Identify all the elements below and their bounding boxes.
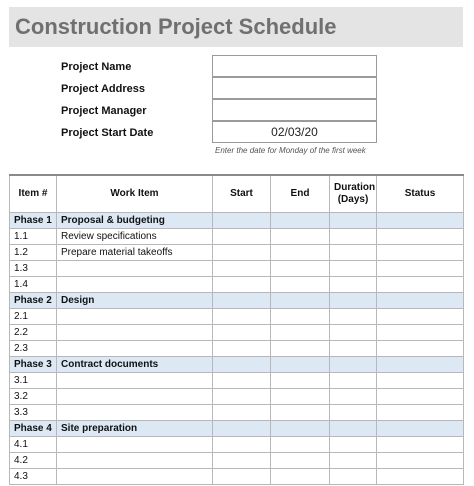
duration-cell[interactable] [330, 229, 377, 245]
work-item-cell[interactable] [57, 277, 213, 293]
status-cell[interactable] [377, 213, 464, 229]
schedule-body [10, 213, 464, 485]
end-cell[interactable] [271, 469, 330, 485]
duration-cell[interactable] [330, 309, 377, 325]
project-start-date-label: Project Start Date [61, 127, 154, 139]
work-item-cell[interactable] [57, 453, 213, 469]
phase-row [10, 357, 464, 373]
status-cell[interactable] [377, 373, 464, 389]
end-cell[interactable] [271, 437, 330, 453]
duration-cell[interactable] [330, 437, 377, 453]
item-id-cell[interactable]: 3.1 [10, 373, 57, 389]
work-item-cell[interactable] [57, 405, 213, 421]
duration-cell[interactable] [330, 421, 377, 437]
project-manager-label: Project Manager [61, 105, 147, 117]
col-header-item: Item # [10, 175, 57, 213]
start-cell[interactable] [213, 469, 271, 485]
item-id-cell[interactable]: Phase 4 [10, 421, 57, 437]
col-header-start: Start [213, 175, 271, 213]
col-header-work-item: Work Item [57, 175, 213, 213]
item-id-cell[interactable]: 2.2 [10, 325, 57, 341]
work-item-cell[interactable]: Proposal & budgeting [57, 213, 213, 229]
project-manager-field[interactable] [212, 99, 377, 121]
duration-cell[interactable] [330, 373, 377, 389]
col-header-status: Status [377, 175, 464, 213]
item-id-cell[interactable]: 1.4 [10, 277, 57, 293]
duration-cell[interactable] [330, 277, 377, 293]
start-cell[interactable] [213, 373, 271, 389]
table-row [10, 245, 464, 261]
end-cell[interactable] [271, 421, 330, 437]
work-item-cell[interactable] [57, 261, 213, 277]
page-title: Construction Project Schedule [15, 14, 337, 39]
work-item-cell[interactable]: Prepare material takeoffs [57, 245, 213, 261]
table-row [10, 469, 464, 485]
duration-cell[interactable] [330, 469, 377, 485]
start-cell[interactable] [213, 389, 271, 405]
start-cell[interactable] [213, 421, 271, 437]
end-cell[interactable] [271, 229, 330, 245]
work-item-cell[interactable] [57, 389, 213, 405]
status-cell[interactable] [377, 277, 464, 293]
table-row [10, 309, 464, 325]
item-id-cell[interactable]: Phase 2 [10, 293, 57, 309]
status-cell[interactable] [377, 309, 464, 325]
start-cell[interactable] [213, 437, 271, 453]
item-id-cell[interactable]: Phase 1 [10, 213, 57, 229]
end-cell[interactable] [271, 405, 330, 421]
duration-cell[interactable] [330, 245, 377, 261]
status-cell[interactable] [377, 261, 464, 277]
start-cell[interactable] [213, 245, 271, 261]
table-row [10, 373, 464, 389]
phase-row [10, 293, 464, 309]
start-cell[interactable] [213, 277, 271, 293]
start-cell[interactable] [213, 453, 271, 469]
status-cell[interactable] [377, 245, 464, 261]
project-name-field[interactable] [212, 55, 377, 77]
project-address-label: Project Address [61, 83, 145, 95]
work-item-cell[interactable] [57, 373, 213, 389]
end-cell[interactable] [271, 373, 330, 389]
status-cell[interactable] [377, 389, 464, 405]
item-id-cell[interactable]: 4.1 [10, 437, 57, 453]
start-cell[interactable] [213, 261, 271, 277]
status-cell[interactable] [377, 437, 464, 453]
table-row [10, 437, 464, 453]
status-cell[interactable] [377, 405, 464, 421]
end-cell[interactable] [271, 389, 330, 405]
table-row [10, 261, 464, 277]
duration-cell[interactable] [330, 325, 377, 341]
start-cell[interactable] [213, 325, 271, 341]
duration-cell[interactable] [330, 213, 377, 229]
status-cell[interactable] [377, 421, 464, 437]
end-cell[interactable] [271, 341, 330, 357]
status-cell[interactable] [377, 325, 464, 341]
item-id-cell[interactable]: 1.2 [10, 245, 57, 261]
end-cell[interactable] [271, 325, 330, 341]
start-cell[interactable] [213, 341, 271, 357]
work-item-cell[interactable]: Review specifications [57, 229, 213, 245]
table-row [10, 453, 464, 469]
work-item-cell[interactable] [57, 437, 213, 453]
start-cell[interactable] [213, 357, 271, 373]
start-date-hint: Enter the date for Monday of the first week [215, 146, 366, 155]
duration-cell[interactable] [330, 405, 377, 421]
status-cell[interactable] [377, 357, 464, 373]
end-cell[interactable] [271, 309, 330, 325]
duration-cell[interactable] [330, 357, 377, 373]
start-cell[interactable] [213, 229, 271, 245]
work-item-cell[interactable] [57, 325, 213, 341]
status-cell[interactable] [377, 229, 464, 245]
status-cell[interactable] [377, 341, 464, 357]
title-bar [9, 7, 463, 47]
project-name-label: Project Name [61, 61, 132, 73]
work-item-cell[interactable]: Design [57, 293, 213, 309]
item-id-cell[interactable]: 4.2 [10, 453, 57, 469]
work-item-cell[interactable]: Site preparation [57, 421, 213, 437]
table-row [10, 389, 464, 405]
work-item-cell[interactable] [57, 469, 213, 485]
item-id-cell[interactable]: 1.1 [10, 229, 57, 245]
end-cell[interactable] [271, 261, 330, 277]
end-cell[interactable] [271, 453, 330, 469]
col-header-duration: Duration (Days) [330, 175, 377, 213]
duration-cell[interactable] [330, 293, 377, 309]
status-cell[interactable] [377, 453, 464, 469]
status-cell[interactable] [377, 293, 464, 309]
work-item-cell[interactable]: Contract documents [57, 357, 213, 373]
start-cell[interactable] [213, 293, 271, 309]
item-id-cell[interactable]: 3.3 [10, 405, 57, 421]
table-row [10, 277, 464, 293]
start-cell[interactable] [213, 309, 271, 325]
item-id-cell[interactable]: 2.3 [10, 341, 57, 357]
work-item-cell[interactable] [57, 341, 213, 357]
item-id-cell[interactable]: 2.1 [10, 309, 57, 325]
schedule-table [9, 174, 464, 485]
table-row [10, 341, 464, 357]
phase-row [10, 213, 464, 229]
col-header-end: End [271, 175, 330, 213]
project-address-field[interactable] [212, 77, 377, 99]
end-cell[interactable] [271, 357, 330, 373]
end-cell[interactable] [271, 245, 330, 261]
item-id-cell[interactable]: 4.3 [10, 469, 57, 485]
start-cell[interactable] [213, 405, 271, 421]
item-id-cell[interactable]: 3.2 [10, 389, 57, 405]
duration-cell[interactable] [330, 389, 377, 405]
duration-cell[interactable] [330, 341, 377, 357]
phase-row [10, 421, 464, 437]
work-item-cell[interactable] [57, 309, 213, 325]
start-cell[interactable] [213, 213, 271, 229]
table-row [10, 229, 464, 245]
item-id-cell[interactable]: 1.3 [10, 261, 57, 277]
duration-cell[interactable] [330, 453, 377, 469]
duration-cell[interactable] [330, 261, 377, 277]
project-start-date-field[interactable]: 02/03/20 [212, 121, 377, 143]
item-id-cell[interactable]: Phase 3 [10, 357, 57, 373]
table-row [10, 325, 464, 341]
end-cell[interactable] [271, 213, 330, 229]
status-cell[interactable] [377, 469, 464, 485]
end-cell[interactable] [271, 277, 330, 293]
header-row [10, 175, 464, 213]
table-row [10, 405, 464, 421]
end-cell[interactable] [271, 293, 330, 309]
